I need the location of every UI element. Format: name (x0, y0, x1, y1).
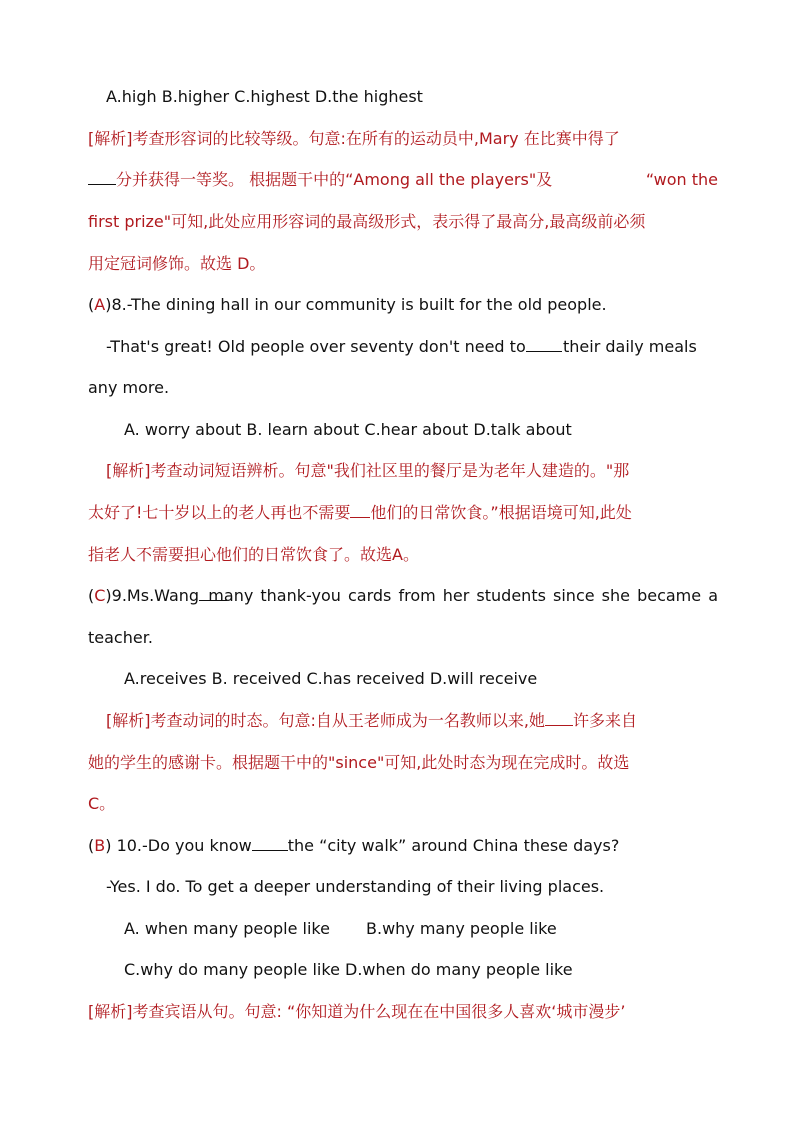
q10-options-row2: C.why do many people like D.when do many people like (124, 960, 573, 979)
q9-answer: C (94, 586, 106, 605)
q7-analysis-quote: first prize" (88, 212, 172, 231)
q7-analysis-text: 及 (536, 170, 553, 189)
q9-options: A.receives B. received C.has received D.will receive (124, 669, 538, 688)
q9-analysis-text: 可知,此处时态为现在完成时。故选 (384, 753, 630, 772)
q10-analysis-term: 城市漫步 (556, 1002, 621, 1021)
q8-analysis-line3 (88, 545, 419, 565)
q7-analysis-text: 分并获得一等奖。 根据题干中的 (116, 170, 346, 189)
q7-analysis-line4: 用定冠词修饰。故选 D。 (88, 254, 266, 273)
q10-analysis-line1 (88, 1002, 625, 1022)
paren-open: ( (88, 295, 95, 314)
q10-option-b: B.why many people like (366, 919, 557, 938)
q10-analysis-text: [解析]考查宾语从句。句意: “你知道为什么现在在中国很多人喜欢‘ (88, 1002, 557, 1021)
q9-analysis-line1 (106, 711, 637, 731)
q7-analysis-quote: “won the (645, 170, 718, 189)
q9-analysis-line3: C。 (88, 794, 116, 813)
q10-stem (88, 836, 619, 856)
answer-blank (545, 711, 573, 726)
answer-blank (350, 503, 370, 518)
q8-reply-text: -That's great! Old people over seventy don't need to (106, 337, 526, 356)
q10-analysis-text: ’ (620, 1002, 626, 1021)
q9-analysis-quote: "since" (328, 753, 385, 772)
q8-answer: A (94, 295, 106, 314)
q9-analysis-text: 她的学生的感谢卡。根据题干中的 (88, 753, 329, 772)
paren-open: ( (88, 836, 95, 855)
q10-reply: -Yes. I do. To get a deeper understanding of their living places. (106, 877, 605, 896)
q9-analysis-line2 (88, 753, 629, 773)
q8-reply-line1 (106, 337, 562, 357)
q8-stem (88, 295, 607, 315)
answer-blank (252, 836, 288, 851)
q10-stem-text: ) 10.-Do you know (105, 836, 252, 855)
q7-analysis-line3 (88, 212, 645, 232)
q8-options: A. worry about B. learn about C.hear about D.talk about (124, 420, 572, 439)
q8-analysis-text: 指老人不需要担心他们的日常饮食了。故选 (88, 545, 393, 564)
paren-open: ( (88, 586, 95, 605)
q10-option-a: A. when many people like (124, 919, 330, 938)
q10-stem-text: the “city walk” around China these days? (287, 836, 620, 855)
q8-reply-line2: any more. (88, 378, 170, 397)
q7-analysis-text: 可知,此处应用形容词的最高级形式，表示得了最高分,最高级前必须 (171, 212, 646, 231)
answer-blank (88, 170, 116, 185)
q8-reply-tail: their daily meals (563, 337, 697, 356)
q8-analysis-line2 (88, 503, 632, 523)
q8-analysis-text: 他们的日常饮食。”根据语境可知,此处 (370, 503, 632, 522)
q7-analysis-name: Mary (478, 129, 519, 148)
q8-analysis-line1: [解析]考查动词短语辨析。句意"我们社区里的餐厅是为老年人建造的。"那 (106, 461, 630, 480)
q8-analysis-text: 。 (402, 545, 419, 564)
q7-analysis-line2 (88, 170, 718, 190)
q9-stem-line2: teacher. (88, 628, 153, 647)
q9-analysis-text: [解析]考查动词的时态。句意:自从王老师成为一名教师以来,她 (106, 711, 545, 730)
answer-blank (526, 337, 562, 352)
q9-analysis-text: 许多来自 (572, 711, 637, 730)
q8-analysis-text: 太好了!七十岁以上的老人再也不需要 (88, 503, 351, 522)
q7-analysis-text: 在比赛中得了 (518, 129, 620, 148)
q9-stem (88, 586, 718, 606)
q7-analysis-text: [解析]考查形容词的比较等级。句意:在所有的运动员中, (88, 129, 479, 148)
q9-stem-text: many thank-you cards from her students since she became a (208, 586, 718, 605)
q7-analysis-line1 (88, 129, 620, 149)
q9-stem-text: )9.Ms.Wang (105, 586, 200, 605)
q8-analysis-answer: A (392, 545, 403, 564)
q8-stem-text: )8.-The dining hall in our community is built for the old people. (105, 295, 607, 314)
q10-answer: B (94, 836, 106, 855)
q7-analysis-quote: “Among all the players" (345, 170, 537, 189)
q7-options: A.high B.higher C.highest D.the highest (106, 87, 423, 106)
